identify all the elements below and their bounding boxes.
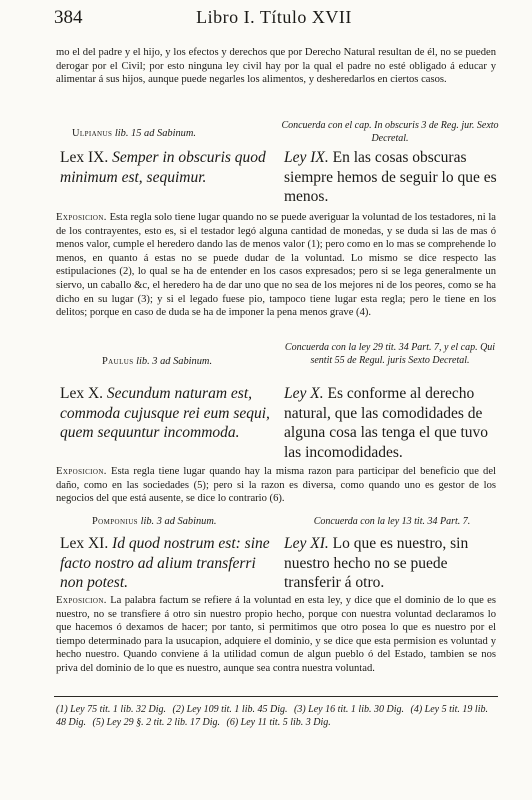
lex-number: Lex IX. xyxy=(60,149,109,166)
concordance-ix: Concuerda con el cap. In obscuris 3 de Reg. jur. Sexto Decretal. xyxy=(281,120,499,144)
ley-text: Es conforme al derecho natural, que las comodidades de alguna cosa las tenga el que tuvo las incomodidades. xyxy=(284,385,489,461)
lex-number: Lex X. xyxy=(60,385,104,402)
source-author: Paulus xyxy=(102,356,134,367)
exposicion-text: Esta regla solo tiene lugar quando no se puede averiguar la voluntad de los testadores, ni la de los contrayentes, esto es, si el testador legó alguna cantidad de monedas, y se duda si las de mas ó menos valor, cumple el heredero dando las de menos valor (1); pero como en lo mas se comprehende lo menos, en quanto á estas no se puede dudar de la voluntad. Lo mismo se dice respecto las estipulaciones (2), lo qual se ha de entender en los casos expresados; pero si se lega generalmente un siervo, un caballo &c, el heredero ha de dar uno que no sea de los mejores ni de los peores, como se ha dicho en su lugar (3); y si el legado fuese pio, tampoco tiene lugar esta regla; pero le tiene en los delitos; porque en caso de duda se ha de imponer la pena menos grave (4). xyxy=(56,212,496,319)
ley-x xyxy=(284,384,502,462)
footnote: (3) Ley 16 tit. 1 lib. 30 Dig. xyxy=(294,704,404,715)
source-citation-ix xyxy=(72,128,196,140)
ley-ix xyxy=(284,148,502,207)
ley-xi xyxy=(284,534,502,593)
lex-text: Secundum naturam est, commoda cujusque rei eum sequi, quem sequuntur incommoda. xyxy=(60,385,270,441)
lex-text: Id quod nostrum est: sine facto nostro ad alium transferri non potest. xyxy=(60,535,270,591)
exposicion-text: La palabra factum se refiere á la voluntad en esta ley, y dice que el dominio de lo que es nuestro, no se transfiere á otro sin nuestro propio hecho, porque con nuestra voluntad declaramos lo que hacemos ó dexamos de hacer; por tanto, si permitimos que otro posea lo que es nuestro por el tiempo determinado para la usucapion, adquiere el dominio, y se dice que esta permision es voluntad y hecho nuestro. Quando conviene á la utilidad comun de algun pueblo ó del Estado, tambien se nos priva del dominio de lo que es nuestro, aunque sea contra nuestra voluntad. xyxy=(56,595,496,674)
exposicion-xi xyxy=(56,594,496,676)
footnote: (2) Ley 109 tit. 1 lib. 45 Dig. xyxy=(172,704,288,715)
source-author: Pomponius xyxy=(92,516,138,527)
concordance-x: Concuerda con la ley 29 tit. 34 Part. 7, y el cap. Qui sentit 55 de Regul. juris Sexto Decretal. xyxy=(284,342,496,366)
intro-paragraph: mo el del padre y el hijo, y los efectos y derechos que por Derecho Natural resultan de él, no se pueden derogar por el Civil; por esto ninguna ley civil hay por la qual el padre no esté obligado á educar y alimentar á sus hijos, aunque puede negarles los alimentos, y desheredarlos en ciertos casos. xyxy=(56,47,496,86)
concordance-xi: Concuerda con la ley 13 tit. 34 Part. 7. xyxy=(313,516,471,527)
exposicion-ix xyxy=(56,211,496,320)
ley-text: Lo que es nuestro, sin nuestro hecho no se puede transferir á otro. xyxy=(284,535,469,591)
footnotes xyxy=(56,703,496,729)
footnote: (6) Ley 11 tit. 5 lib. 3 Dig. xyxy=(226,717,331,728)
source-work: lib. 15 ad Sabinum. xyxy=(114,128,196,139)
lex-number: Lex XI. xyxy=(60,535,109,552)
footnote: (1) Ley 75 tit. 1 lib. 32 Dig. xyxy=(56,704,166,715)
footnote-rule xyxy=(54,696,498,697)
source-work: lib. 3 ad Sabinum. xyxy=(136,356,213,367)
page-number: 384 xyxy=(54,7,83,28)
source-work: lib. 3 ad Sabinum. xyxy=(140,516,217,527)
source-citation-xi xyxy=(92,516,216,528)
ley-number: Ley XI. xyxy=(284,535,329,552)
footnote: (4) Ley 5 tit. 19 lib. 48 Dig. xyxy=(56,704,488,728)
lex-xi xyxy=(60,534,275,593)
footnote: (5) Ley 29 §. 2 tit. 2 lib. 17 Dig. xyxy=(92,717,220,728)
ley-number: Ley IX. xyxy=(284,149,329,166)
lex-ix xyxy=(60,148,275,187)
exposicion-label: Exposicion. xyxy=(56,466,107,477)
lex-text: Semper in obscuris quod minimum est, sequimur. xyxy=(60,149,266,186)
page-header xyxy=(54,5,494,27)
lex-x xyxy=(60,384,275,443)
exposicion-x xyxy=(56,465,496,506)
exposicion-text: Esta regla tiene lugar quando hay la misma razon para participar del beneficio que del daño, como en las sociedades (5); pero si la razon es diversa, como quando uno es gestor de los negocios del que está ausente, se dice lo contrario (6). xyxy=(56,466,496,505)
running-head: Libro I. Título XVII xyxy=(196,7,352,27)
source-citation-x xyxy=(102,356,212,368)
ley-number: Ley X. xyxy=(284,385,324,402)
ley-text: En las cosas obscuras siempre hemos de seguir lo que es menos. xyxy=(284,149,497,205)
source-author: Ulpianus xyxy=(72,128,113,139)
exposicion-label: Exposicion. xyxy=(56,595,107,606)
exposicion-label: Exposicion. xyxy=(56,212,107,223)
